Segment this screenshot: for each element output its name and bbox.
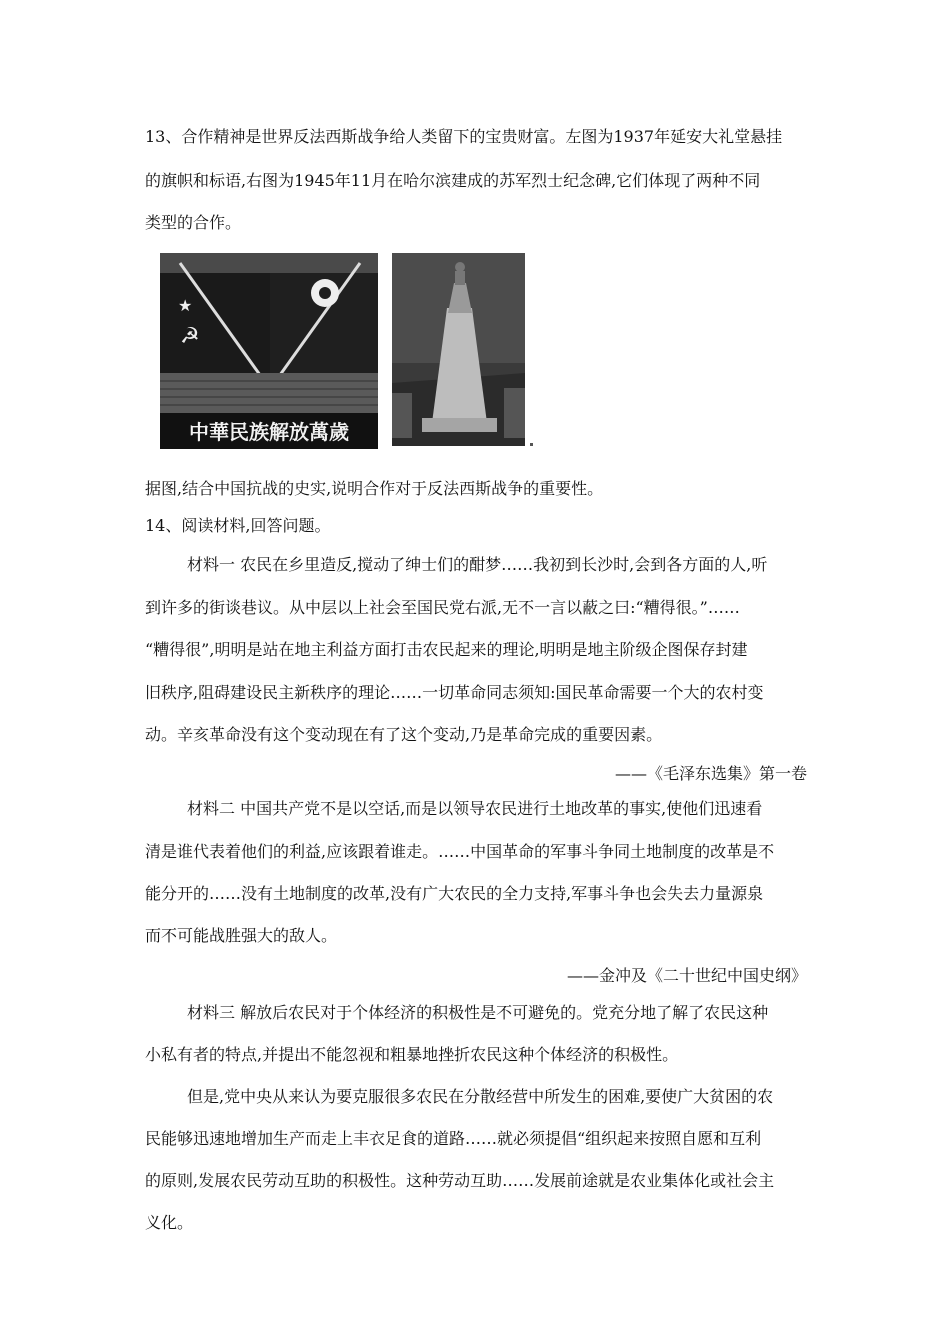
m3-line-2: 小私有者的特点,并提出不能忽视和粗暴地挫折农民这种个体经济的积极性。: [145, 1045, 679, 1064]
stray-dot: [530, 443, 533, 446]
m3b-line-2: 民能够迅速地增加生产而走上丰衣足食的道路……就必须提倡“组织起来按照自愿和互利: [145, 1129, 762, 1148]
svg-text:★: ★: [178, 296, 193, 315]
m3b-line-4: 义化。: [145, 1213, 194, 1232]
svg-text:☭: ☭: [180, 324, 200, 349]
m1-line-2: 到许多的街谈巷议。从中层以上社会至国民党右派,无不一言以蔽之曰:“糟得很。”……: [145, 598, 740, 617]
q13-line-2: 的旗帜和标语,右图为1945年11月在哈尔滨建成的苏军烈士纪念碑,它们体现了两种不同: [145, 171, 761, 190]
q13-question: 据图,结合中国抗战的史实,说明合作对于反法西斯战争的重要性。: [145, 479, 604, 498]
q13-line-1: 13、合作精神是世界反法西斯战争给人类留下的宝贵财富。左图为1937年延安大礼堂悬挂: [145, 127, 783, 146]
yanan-hall-photo: [160, 253, 378, 449]
m2-line-3: 能分开的……没有土地制度的改革,没有广大农民的全力支持,军事斗争也会失去力量源泉: [145, 884, 764, 903]
m2-line-1: 材料二 中国共产党不是以空话,而是以领导农民进行土地改革的事实,使他们迅速看: [187, 799, 763, 818]
m3b-line-1: 但是,党中央从来认为要克服很多农民在分散经营中所发生的困难,要使广大贫困的农: [187, 1087, 774, 1106]
m1-line-1: 材料一 农民在乡里造反,搅动了绅士们的酣梦……我初到长沙时,会到各方面的人,听: [187, 555, 768, 574]
q14-title: 14、阅读材料,回答问题。: [145, 516, 331, 535]
m1-line-3: “糟得很”,明明是站在地主利益方面打击农民起来的理论,明明是地主阶级企图保存封建: [145, 640, 748, 659]
photo-slogan-text: 中華民族解放萬歲: [189, 420, 349, 444]
m3b-line-3: 的原则,发展农民劳动互助的积极性。这种劳动互助……发展前途就是农业集体化或社会主: [145, 1171, 775, 1190]
m1-line-5: 动。辛亥革命没有这个变动现在有了这个变动,乃是革命完成的重要因素。: [145, 725, 663, 744]
m2-line-4: 而不可能战胜强大的敌人。: [145, 926, 338, 945]
m1-line-4: 旧秩序,阻碍建设民主新秩序的理论……一切革命同志须知:国民革命需要一个大的农村变: [145, 683, 764, 702]
m3-line-1: 材料三 解放后农民对于个体经济的积极性是不可避免的。党充分地了解了农民这种: [187, 1003, 769, 1022]
m2-line-2: 清是谁代表着他们的利益,应该跟着谁走。……中国革命的军事斗争同土地制度的改革是不: [145, 842, 775, 861]
soviet-memorial-photo: [392, 253, 525, 446]
m1-source: ——《毛泽东选集》第一卷: [614, 764, 807, 783]
q13-line-3: 类型的合作。: [145, 213, 242, 232]
m2-source: ——金冲及《二十世纪中国史纲》: [566, 966, 807, 985]
